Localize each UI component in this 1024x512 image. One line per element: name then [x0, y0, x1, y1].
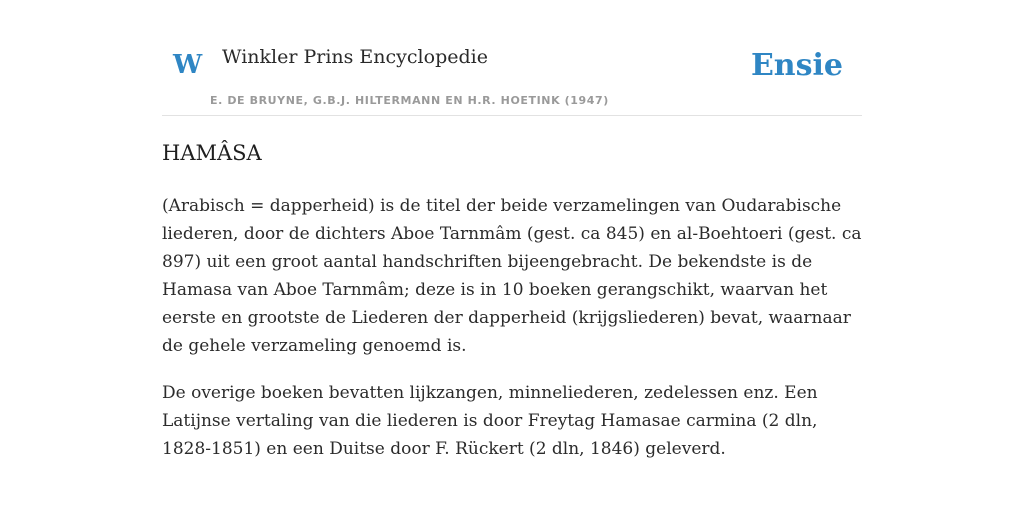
site-title[interactable]: Winkler Prins Encyclopedie: [222, 46, 488, 68]
entry-body: [162, 192, 862, 482]
ensie-brand-logo[interactable]: Ensie: [750, 48, 843, 83]
entry-paragraph: De overige boeken bevatten lijkzangen, minneliederen, zedelessen enz. Een Latijnse vertaling van die liederen is door Freytag Hamasae carmina (2 dln, 1828-1851) en een Duitse door F. Rückert (2 dln, 1846) geleverd.: [162, 383, 818, 459]
entry-title: HAMÂSA: [162, 141, 262, 165]
edition-subtitle: E. DE BRUYNE, G.B.J. HILTERMANN EN H.R. HOETINK (1947): [210, 94, 609, 107]
site-header: [162, 30, 862, 116]
encyclopedia-logo[interactable]: W: [173, 50, 203, 80]
entry-paragraph: (Arabisch = dapperheid) is de titel der beide verzamelingen van Oudarabische liederen, door de dichters Aboe Tarnmâm (gest. ca 845) en al-Boehtoeri (gest. ca 897) uit een groot aantal handschriften bijeengebracht. De bekendste is de Hamasa van Aboe Tarnmâm; deze is in 10 boeken gerangschikt, waarvan het eerste en grootste de Liederen der dapperheid (krijgsliederen) bevat, waarnaar de gehele verzameling genoemd is.: [162, 196, 862, 356]
